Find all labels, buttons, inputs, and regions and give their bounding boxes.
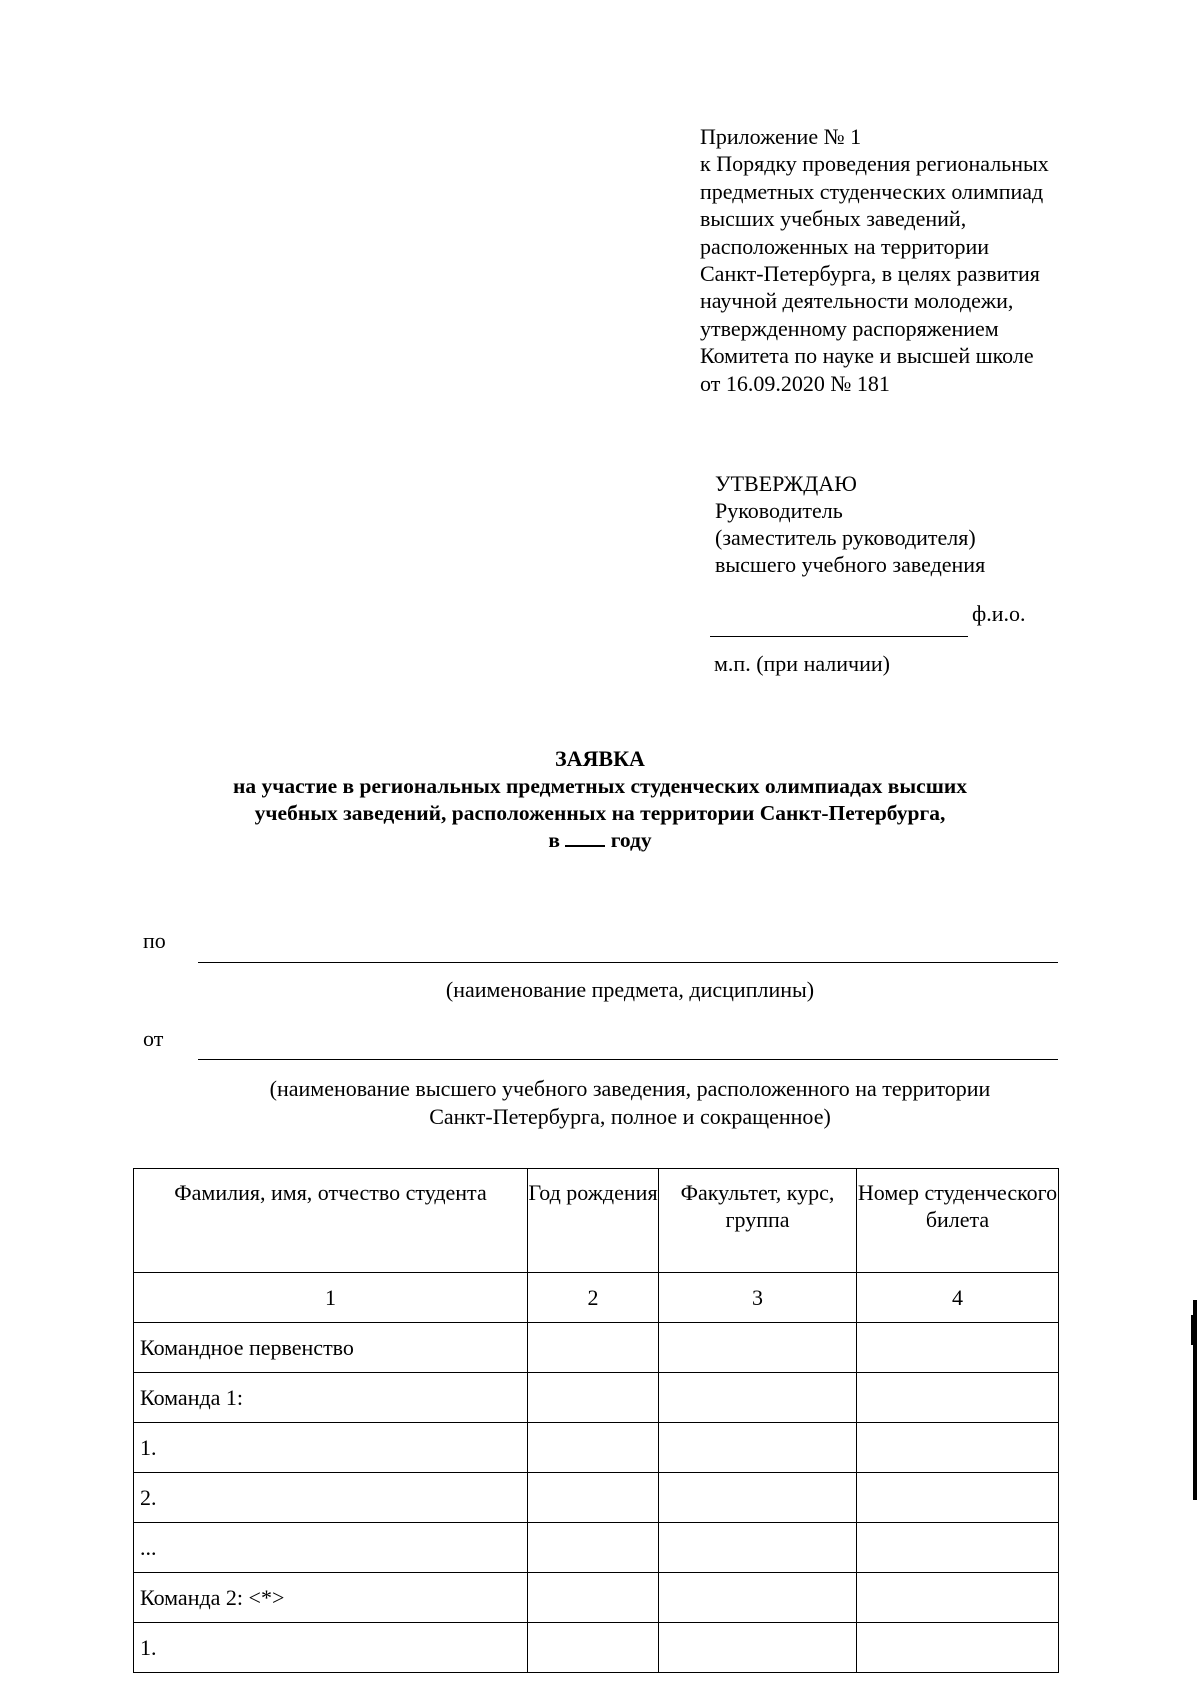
approval-line: (заместитель руководителя) [715, 525, 976, 550]
empty-cell[interactable] [659, 1423, 857, 1473]
title-line-2: учебных заведений, расположенных на территории Санкт-Петербурга, [254, 801, 946, 825]
approval-line: УТВЕРЖДАЮ [715, 471, 857, 496]
title-line-1: на участие в региональных предметных студенческих олимпиадах высших [233, 774, 967, 798]
approval-line: Руководитель [715, 498, 843, 523]
title-year-line [100, 827, 1100, 854]
participants-table [133, 1168, 1059, 1673]
empty-cell[interactable] [857, 1623, 1059, 1673]
row-label: Командное первенство [134, 1323, 528, 1373]
institution-prefix: от [143, 1026, 164, 1051]
approval-line: высшего учебного заведения [715, 552, 986, 577]
institution-caption-line-2: Санкт-Петербурга, полное и сокращенное) [429, 1104, 831, 1129]
annex-line: предметных студенческих олимпиад [700, 178, 1044, 204]
empty-cell[interactable] [659, 1323, 857, 1373]
title-heading: ЗАЯВКА [555, 746, 645, 771]
annex-line: утвержденному распоряжением [700, 315, 999, 341]
table-row [134, 1323, 1059, 1373]
empty-cell[interactable] [528, 1523, 659, 1573]
header-student-id: Номер студенческого билета [857, 1169, 1059, 1273]
table-row [134, 1423, 1059, 1473]
empty-cell[interactable] [528, 1373, 659, 1423]
document-title [100, 745, 1100, 854]
scan-edge-mark [1193, 1300, 1197, 1500]
scan-edge-mark [1191, 1315, 1193, 1345]
table-header-row [134, 1169, 1059, 1273]
header-birth-year: Год рождения [528, 1169, 659, 1273]
row-label: 2. [134, 1473, 528, 1523]
header-student-name: Фамилия, имя, отчество студента [134, 1169, 528, 1273]
annex-line: Приложение № 1 [700, 124, 862, 149]
empty-cell[interactable] [528, 1323, 659, 1373]
empty-cell[interactable] [857, 1523, 1059, 1573]
subject-prefix: по [143, 928, 166, 953]
row-label: ... [134, 1523, 528, 1573]
annex-line: Комитета по науке и высшей школе [700, 343, 1034, 369]
empty-cell[interactable] [857, 1573, 1059, 1623]
subject-caption-text: (наименование предмета, дисциплины) [445, 977, 815, 1002]
empty-cell[interactable] [528, 1623, 659, 1673]
empty-cell[interactable] [857, 1423, 1059, 1473]
column-number: 2 [528, 1273, 659, 1323]
empty-cell[interactable] [528, 1423, 659, 1473]
institution-caption-line-1: (наименование высшего учебного заведения, расположенного на территории [269, 1076, 991, 1101]
year-blank[interactable] [565, 827, 605, 847]
empty-cell[interactable] [528, 1473, 659, 1523]
approval-block [715, 470, 1115, 578]
empty-cell[interactable] [659, 1473, 857, 1523]
empty-cell[interactable] [857, 1323, 1059, 1373]
stamp-label: м.п. (при наличии) [714, 651, 890, 676]
header-faculty: Факультет, курс, группа [659, 1169, 857, 1273]
column-number: 3 [659, 1273, 857, 1323]
empty-cell[interactable] [857, 1373, 1059, 1423]
year-suffix: году [610, 828, 652, 852]
subject-caption [160, 976, 1100, 1004]
row-label: Команда 2: <*> [134, 1573, 528, 1623]
table-row [134, 1623, 1059, 1673]
table-row [134, 1373, 1059, 1423]
empty-cell[interactable] [857, 1473, 1059, 1523]
annex-line: от 16.09.2020 № 181 [700, 370, 890, 396]
column-number: 4 [857, 1273, 1059, 1323]
year-prefix: в [548, 828, 560, 852]
row-label: 1. [134, 1623, 528, 1673]
table-row [134, 1523, 1059, 1573]
empty-cell[interactable] [659, 1573, 857, 1623]
annex-block [700, 123, 1120, 397]
empty-cell[interactable] [659, 1523, 857, 1573]
column-number-row [134, 1273, 1059, 1323]
row-label: Команда 1: [134, 1373, 528, 1423]
empty-cell[interactable] [659, 1373, 857, 1423]
table-row [134, 1573, 1059, 1623]
annex-line: расположенных на территории [700, 233, 990, 259]
signature-line[interactable] [710, 636, 968, 637]
annex-line: научной деятельности молодежи, [700, 288, 1014, 314]
annex-line: высших учебных заведений, [700, 206, 967, 232]
institution-line[interactable] [198, 1059, 1058, 1060]
empty-cell[interactable] [528, 1573, 659, 1623]
subject-line[interactable] [198, 962, 1058, 963]
fio-label: ф.и.о. [972, 601, 1026, 626]
table-row [134, 1473, 1059, 1523]
row-label: 1. [134, 1423, 528, 1473]
column-number: 1 [134, 1273, 528, 1323]
institution-caption [160, 1075, 1100, 1131]
empty-cell[interactable] [659, 1623, 857, 1673]
annex-line: к Порядку проведения региональных [700, 151, 1049, 177]
annex-line: Санкт-Петербурга, в целях развития [700, 261, 1040, 287]
